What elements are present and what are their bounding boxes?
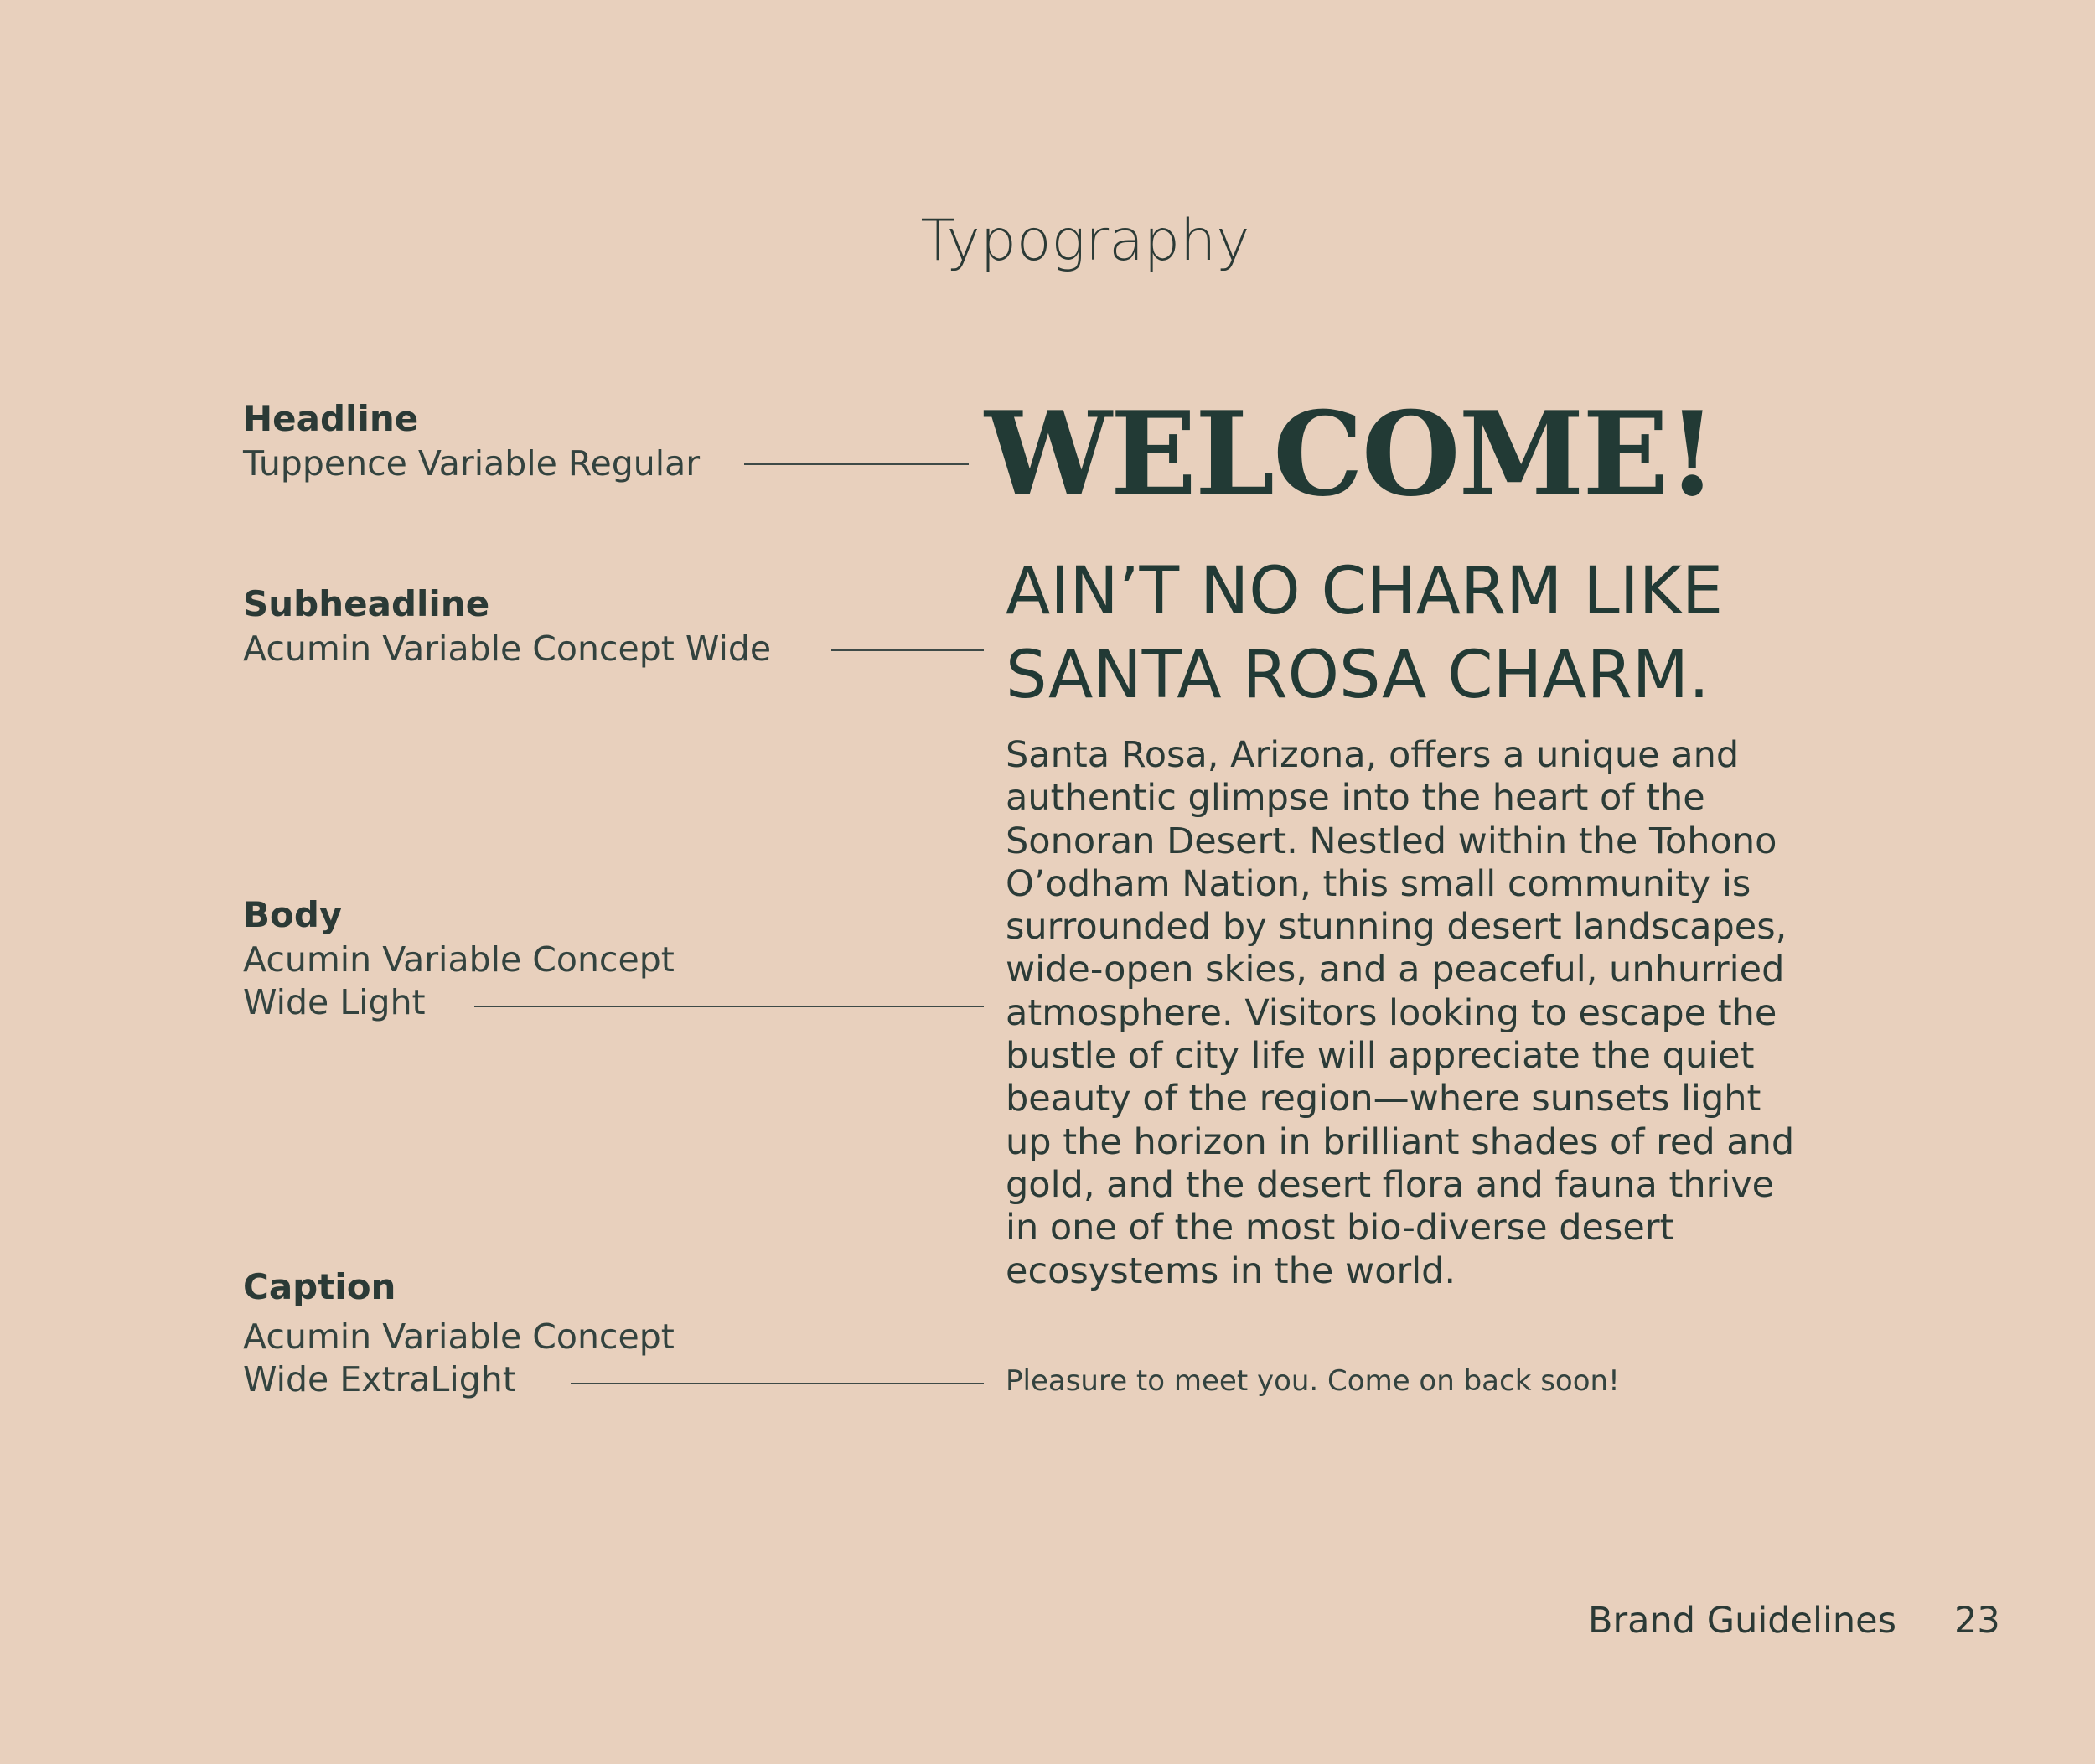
style-font: Acumin Variable Concept	[243, 1317, 675, 1357]
subheadline-line: AIN’T NO CHARM LIKE	[1006, 554, 1724, 629]
style-name: Caption	[243, 1266, 396, 1307]
style-font: Acumin Variable Concept Wide	[243, 629, 772, 669]
style-font: Wide Light	[243, 982, 426, 1022]
style-label-caption	[243, 1264, 675, 1401]
body-connector-line	[474, 1006, 984, 1007]
style-font: Acumin Variable Concept	[243, 939, 675, 980]
style-name: Body	[243, 894, 343, 935]
caption-sample: Pleasure to meet you. Come on back soon!	[1006, 1364, 1620, 1398]
subheadline-line: SANTA ROSA CHARM.	[1006, 638, 1710, 713]
style-label-subheadline	[243, 581, 771, 670]
style-font: Tuppence Variable Regular	[243, 443, 701, 484]
style-font: Wide ExtraLight	[243, 1359, 516, 1399]
page-title: Typography	[920, 208, 1250, 274]
subheadline-connector-line	[831, 649, 984, 651]
body-sample: Santa Rosa, Arizona, offers a unique and authentic glimpse into the heart of the Sonoran Desert. Nestled within the Tohono O’odham Nation, this small community is surrounded by stunning desert landscapes, wide-open skies, and a peaceful, unhurried atmosphere. Visitors looking to escape the bustle of city life will appreciate the quiet beauty of the region—where sunsets light up the horizon in brilliant shades of red and gold, and the desert flora and fauna thrive in one of the most bio-diverse desert ecosystems in the world.	[1006, 734, 1795, 1292]
footer-label: Brand Guidelines	[1588, 1600, 1897, 1642]
style-label-body	[243, 892, 675, 1024]
headline-sample: WELCOME!	[985, 385, 1715, 522]
caption-connector-line	[571, 1383, 984, 1384]
headline-connector-line	[744, 463, 969, 465]
style-name: Subheadline	[243, 583, 490, 624]
style-name: Headline	[243, 398, 419, 439]
subheadline-sample	[1006, 550, 2011, 717]
style-label-headline	[243, 396, 700, 485]
page-number: 23	[1954, 1600, 2000, 1642]
